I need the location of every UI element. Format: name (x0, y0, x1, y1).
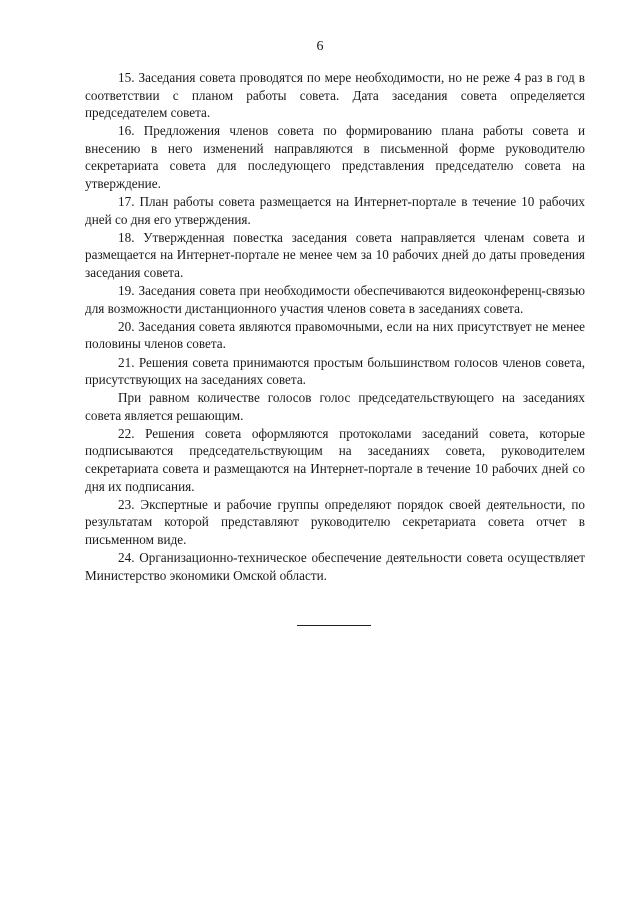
paragraph-16: 16. Предложения членов совета по формированию плана работы совета и внесению в него изменений направляются в письменной форме руководителю секретариата совета для последующего представления председателю совета на утверждение. (85, 123, 585, 192)
paragraph-19: 19. Заседания совета при необходимости обеспечиваются видеоконференц-связью для возможности дистанционного участия членов совета в заседаниях совета. (85, 283, 585, 316)
page-number: 6 (316, 39, 324, 54)
document-body (85, 69, 585, 585)
paragraph-18: 18. Утвержденная повестка заседания совета направляется членам совета и размещается на Интернет-портале не менее чем за 10 рабочих дней до даты проведения заседания совета. (85, 229, 585, 281)
paragraph-24: 24. Организационно-техническое обеспечение деятельности совета осуществляет Министерство экономики Омской области. (85, 550, 585, 583)
paragraph-21: 21. Решения совета принимаются простым большинством голосов членов совета, присутствующих на заседаниях совета. (85, 354, 585, 388)
paragraph-20: 20. Заседания совета являются правомочными, если на них присутствует не менее половины членов совета. (85, 318, 585, 352)
paragraph-15: 15. Заседания совета проводятся по мере необходимости, но не реже 4 раз в год в соответствии с планом работы совета. Дата заседания совета определяется председателем совета. (85, 70, 585, 121)
paragraph-17: 17. План работы совета размещается на Интернет-портале в течение 10 рабочих дней со дня его утверждения. (85, 194, 585, 227)
paragraph-21-continuation: При равном количестве голосов голос председательствующего на заседаниях совета является решающим. (85, 390, 585, 423)
end-of-document-rule (297, 625, 371, 626)
paragraph-22: 22. Решения совета оформляются протоколами заседаний совета, которые подписываются председательствующим на заседаниях совета, руководителем секретариата совета и размещаются на Интернет-портале в течение 10 рабочих дней со дня их подписания. (85, 425, 585, 494)
paragraph-23: 23. Экспертные и рабочие группы определяют порядок своей деятельности, по результатам которой представляют руководителю секретариата совета отчет в письменном виде. (85, 496, 585, 547)
